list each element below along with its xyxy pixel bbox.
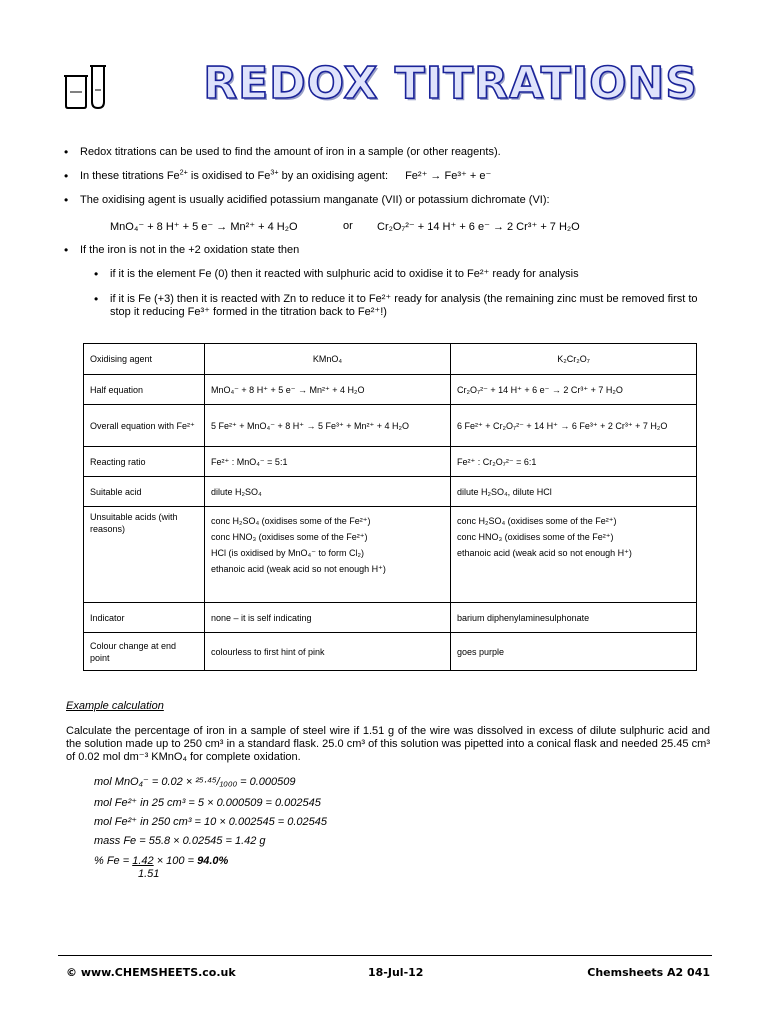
table-row-half-equation (84, 375, 697, 405)
working-5-result: 94.0% (197, 855, 229, 867)
unsuitable-acid-item: ethanoic acid (weak acid so not enough H⁺) (457, 548, 632, 558)
table-cell: colourless to first hint of pink (205, 633, 451, 671)
table-cell: Fe²⁺ : Cr₂O₇²⁻ = 6:1 (451, 447, 697, 477)
working-line-5 (94, 855, 228, 867)
unsuitable-acid-item: conc H₂SO₄ (oxidises some of the Fe²⁺) (457, 516, 617, 526)
table-cell: KMnO₄ (205, 344, 451, 375)
footer-date: 18-Jul-12 (368, 966, 424, 979)
bullet-oxidation-sup1: 2+ (179, 168, 188, 177)
table-cell: none – it is self indicating (205, 603, 451, 633)
table-cell: Overall equation with Fe²⁺ (84, 405, 205, 447)
working-5-numerator: 1.42 (132, 855, 154, 867)
bullet-oxidation-pre: In these titrations Fe (80, 170, 180, 182)
table-cell: dilute H₂SO₄ (205, 477, 451, 507)
table-cell: Oxidising agent (84, 344, 205, 375)
unsuitable-acid-item: ethanoic acid (weak acid so not enough H⁺) (211, 564, 386, 574)
table-row-reacting-ratio (84, 447, 697, 477)
bullet-oxidation-sup2: 3+ (270, 168, 279, 177)
fe-oxidation-equation: Fe²⁺ → Fe³⁺ + e⁻ (405, 170, 492, 182)
table-cell: K₂Cr₂O₇ (451, 344, 697, 375)
footer-copyright: © www.CHEMSHEETS.co.uk (66, 966, 236, 979)
working-line-2: mol Fe²⁺ in 25 cm³ = 5 × 0.000509 = 0.002545 (94, 797, 321, 809)
table-cell: Reacting ratio (84, 447, 205, 477)
table-cell: Unsuitable acids (with reasons) (84, 507, 205, 603)
bullet-oxidation-state: • If the iron is not in the +2 oxidation state then (80, 244, 299, 257)
working-line-1: mol MnO₄⁻ = 0.02 × ²⁵·⁴⁵/₁₀₀₀ = 0.000509 (94, 776, 296, 788)
table-cell: goes purple (451, 633, 697, 671)
example-calculation-heading: Example calculation (66, 700, 164, 712)
mno4-half-equation: MnO₄⁻ + 8 H⁺ + 5 e⁻ → Mn²⁺ + 4 H₂O (110, 221, 298, 233)
table-cell: barium diphenylaminesulphonate (451, 603, 697, 633)
page-title: REDOX TITRATIONS (203, 58, 698, 109)
cr2o7-half-equation: Cr₂O₇²⁻ + 14 H⁺ + 6 e⁻ → 2 Cr³⁺ + 7 H₂O (377, 221, 580, 233)
footer-divider (58, 955, 712, 956)
table-cell: Suitable acid (84, 477, 205, 507)
table-cell: Fe²⁺ : MnO₄⁻ = 5:1 (205, 447, 451, 477)
table-row-unsuitable-acids (84, 507, 697, 603)
sub-bullet-fe0: • if it is the element Fe (0) then it reacted with sulphuric acid to oxidise it to Fe²⁺ ready for analysis (110, 268, 710, 281)
working-line-3: mol Fe²⁺ in 250 cm³ = 10 × 0.002545 = 0.02545 (94, 816, 327, 828)
bullet-oxidation (80, 170, 491, 183)
table-cell: Cr₂O₇²⁻ + 14 H⁺ + 6 e⁻ → 2 Cr³⁺ + 7 H₂O (451, 375, 697, 405)
equation-or: or (343, 220, 353, 232)
table-cell: Indicator (84, 603, 205, 633)
table-cell: 5 Fe²⁺ + MnO₄⁻ + 8 H⁺ → 5 Fe³⁺ + Mn²⁺ + 4 H₂O (205, 405, 451, 447)
unsuitable-acid-item: conc HNO₃ (oxidises some of the Fe²⁺) (211, 532, 368, 542)
bullet-oxidising-agent: • The oxidising agent is usually acidified potassium manganate (VII) or potassium dichromate (VI): (80, 194, 550, 207)
lab-glassware-icon (62, 62, 112, 110)
table-cell (451, 507, 697, 603)
working-5-denominator: 1.51 (138, 868, 160, 880)
unsuitable-acid-item: conc HNO₃ (oxidises some of the Fe²⁺) (457, 532, 614, 542)
table-cell: MnO₄⁻ + 8 H⁺ + 5 e⁻ → Mn²⁺ + 4 H₂O (205, 375, 451, 405)
working-5-pre: % Fe = (94, 855, 133, 867)
table-row-indicator (84, 603, 697, 633)
table-row-header (84, 344, 697, 375)
table-cell: 6 Fe²⁺ + Cr₂O₇²⁻ + 14 H⁺ → 6 Fe³⁺ + 2 Cr³⁺ + 7 H₂O (451, 405, 697, 447)
working-5-mid: × 100 = (153, 855, 198, 867)
unsuitable-acid-item: HCl (is oxidised by MnO₄⁻ to form Cl₂) (211, 548, 364, 558)
table-cell (205, 507, 451, 603)
sub-bullet-fe3: • if it is Fe (+3) then it is reacted with Zn to reduce it to Fe²⁺ ready for analysis (the remaining zinc must be removed first to stop it reducing Fe³⁺ formed in the titration back to Fe²⁺!) (110, 293, 710, 319)
table-row-suitable-acid (84, 477, 697, 507)
bullet-oxidation-post: by an oxidising agent: (278, 170, 388, 182)
working-line-4: mass Fe = 55.8 × 0.02545 = 1.42 g (94, 835, 266, 847)
bullet-intro: • Redox titrations can be used to find the amount of iron in a sample (or other reagents). (80, 146, 501, 159)
oxidising-agent-table (83, 343, 697, 671)
example-question: Calculate the percentage of iron in a sample of steel wire if 1.51 g of the wire was dissolved in excess of dilute sulphuric acid and the solution made up to 250 cm³ in a standard flask. 25.0 cm³ of this solution was pipetted into a conical flask and needed 25.45 cm³ of 0.02 mol dm⁻³ KMnO₄ for complete oxidation. (66, 725, 710, 763)
table-cell: dilute H₂SO₄, dilute HCl (451, 477, 697, 507)
bullet-oxidation-mid: is oxidised to Fe (187, 170, 271, 182)
table-row-overall-equation (84, 405, 697, 447)
table-row-colour-change (84, 633, 697, 671)
table-cell: Half equation (84, 375, 205, 405)
unsuitable-acid-item: conc H₂SO₄ (oxidises some of the Fe²⁺) (211, 516, 371, 526)
table-cell: Colour change at end point (84, 633, 205, 671)
footer-sheet-id: Chemsheets A2 041 (587, 966, 710, 979)
